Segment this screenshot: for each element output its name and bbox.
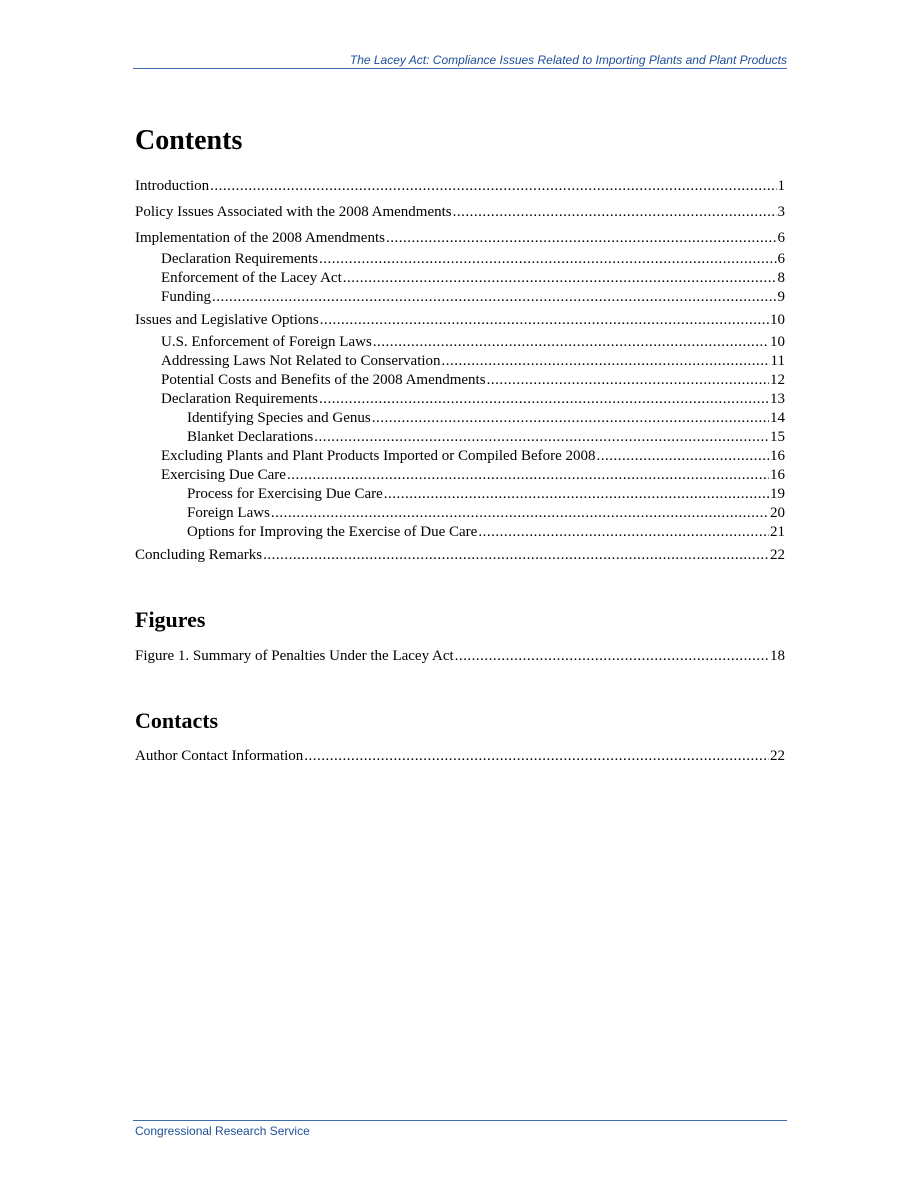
- dot-leader: [442, 352, 770, 370]
- toc-entry-title: Foreign Laws: [187, 505, 270, 521]
- toc-entry-title: Declaration Requirements: [161, 391, 319, 407]
- contacts-toc-entry[interactable]: [135, 747, 785, 765]
- contents-toc-entry[interactable]: [135, 390, 785, 408]
- toc-entry-title: Exercising Due Care: [161, 467, 286, 483]
- contents-toc-entry[interactable]: [135, 523, 785, 541]
- contacts-heading: Contacts: [135, 708, 219, 733]
- contents-toc-entry[interactable]: [135, 546, 785, 564]
- toc-entry-title: Blanket Declarations: [187, 429, 314, 445]
- contents-toc-entry[interactable]: [135, 269, 785, 287]
- contents-toc-entry[interactable]: [135, 311, 785, 329]
- figures-toc-entry[interactable]: [135, 647, 785, 665]
- toc-entry-page-number: 16: [770, 448, 785, 464]
- toc-entry-title: Options for Improving the Exercise of Due Care: [187, 524, 478, 540]
- contents-toc-entry[interactable]: [135, 288, 785, 306]
- toc-entry-page-number: 22: [770, 748, 785, 764]
- toc-entry-page-number: 22: [770, 547, 785, 563]
- dot-leader: [271, 504, 769, 522]
- dot-leader: [287, 466, 769, 484]
- toc-entry-page-number: 8: [777, 270, 785, 286]
- toc-entry-page-number: 13: [770, 391, 785, 407]
- dot-leader: [210, 177, 776, 195]
- dot-leader: [314, 428, 769, 446]
- contents-toc-entry[interactable]: [135, 352, 785, 370]
- dot-leader: [384, 485, 769, 503]
- toc-entry-page-number: 14: [770, 410, 785, 426]
- footer-publisher: Congressional Research Service: [135, 1124, 310, 1138]
- dot-leader: [320, 311, 769, 329]
- contents-toc-entry[interactable]: [135, 203, 785, 221]
- dot-leader: [455, 647, 769, 665]
- toc-entry-page-number: 1: [777, 178, 785, 194]
- dot-leader: [372, 409, 769, 427]
- toc-entry-title: Process for Exercising Due Care: [187, 486, 383, 502]
- toc-entry-title: Enforcement of the Lacey Act: [161, 270, 342, 286]
- contents-toc-entry[interactable]: [135, 229, 785, 247]
- toc-entry-title: Introduction: [135, 178, 210, 194]
- toc-entry-title: Potential Costs and Benefits of the 2008 Amendments: [161, 372, 486, 388]
- contents-toc-entry[interactable]: [135, 177, 785, 195]
- toc-entry-page-number: 15: [770, 429, 785, 445]
- dot-leader: [373, 333, 769, 351]
- contents-toc-entry[interactable]: [135, 250, 785, 268]
- contents-toc-entry[interactable]: [135, 371, 785, 389]
- toc-entry-title: Implementation of the 2008 Amendments: [135, 230, 385, 246]
- dot-leader: [319, 250, 776, 268]
- toc-entry-title: Concluding Remarks: [135, 547, 263, 563]
- dot-leader: [487, 371, 769, 389]
- footer-rule: [133, 1120, 787, 1121]
- dot-leader: [343, 269, 777, 287]
- contents-toc-entry[interactable]: [135, 333, 785, 351]
- dot-leader: [453, 203, 777, 221]
- toc-entry-title: Declaration Requirements: [161, 251, 319, 267]
- contents-toc-entry[interactable]: [135, 428, 785, 446]
- contents-toc-entry[interactable]: [135, 504, 785, 522]
- contents-toc-entry[interactable]: [135, 485, 785, 503]
- toc-entry-title: Funding: [161, 289, 212, 305]
- contents-toc-entry[interactable]: [135, 409, 785, 427]
- toc-entry-page-number: 21: [770, 524, 785, 540]
- contents-toc-entry[interactable]: [135, 447, 785, 465]
- toc-entry-title: Addressing Laws Not Related to Conservation: [161, 353, 441, 369]
- toc-entry-page-number: 19: [770, 486, 785, 502]
- toc-entry-title: Excluding Plants and Plant Products Imported or Compiled Before 2008: [161, 448, 596, 464]
- figures-heading: Figures: [135, 607, 206, 632]
- dot-leader: [597, 447, 769, 465]
- contents-heading: Contents: [135, 125, 243, 156]
- toc-entry-page-number: 3: [777, 204, 785, 220]
- dot-leader: [212, 288, 776, 306]
- toc-entry-title: Issues and Legislative Options: [135, 312, 319, 328]
- toc-entry-page-number: 12: [770, 372, 785, 388]
- toc-entry-page-number: 6: [777, 230, 785, 246]
- contents-toc-entry[interactable]: [135, 466, 785, 484]
- dot-leader: [263, 546, 769, 564]
- toc-entry-title: U.S. Enforcement of Foreign Laws: [161, 334, 372, 350]
- dot-leader: [319, 390, 769, 408]
- toc-entry-page-number: 9: [777, 289, 785, 305]
- toc-entry-page-number: 10: [770, 312, 785, 328]
- dot-leader: [304, 747, 769, 765]
- toc-entry-page-number: 20: [770, 505, 785, 521]
- running-header-title: The Lacey Act: Compliance Issues Related to Importing Plants and Plant Products: [349, 53, 787, 67]
- toc-entry-title: Policy Issues Associated with the 2008 Amendments: [135, 204, 452, 220]
- toc-entry-title: Figure 1. Summary of Penalties Under the Lacey Act: [135, 648, 454, 664]
- dot-leader: [386, 229, 777, 247]
- toc-entry-title: Identifying Species and Genus: [187, 410, 371, 426]
- header-rule: [133, 68, 787, 69]
- toc-entry-page-number: 10: [770, 334, 785, 350]
- toc-entry-title: Author Contact Information: [135, 748, 304, 764]
- toc-entry-page-number: 11: [770, 353, 785, 369]
- toc-entry-page-number: 6: [777, 251, 785, 267]
- dot-leader: [478, 523, 769, 541]
- toc-entry-page-number: 18: [770, 648, 785, 664]
- toc-entry-page-number: 16: [770, 467, 785, 483]
